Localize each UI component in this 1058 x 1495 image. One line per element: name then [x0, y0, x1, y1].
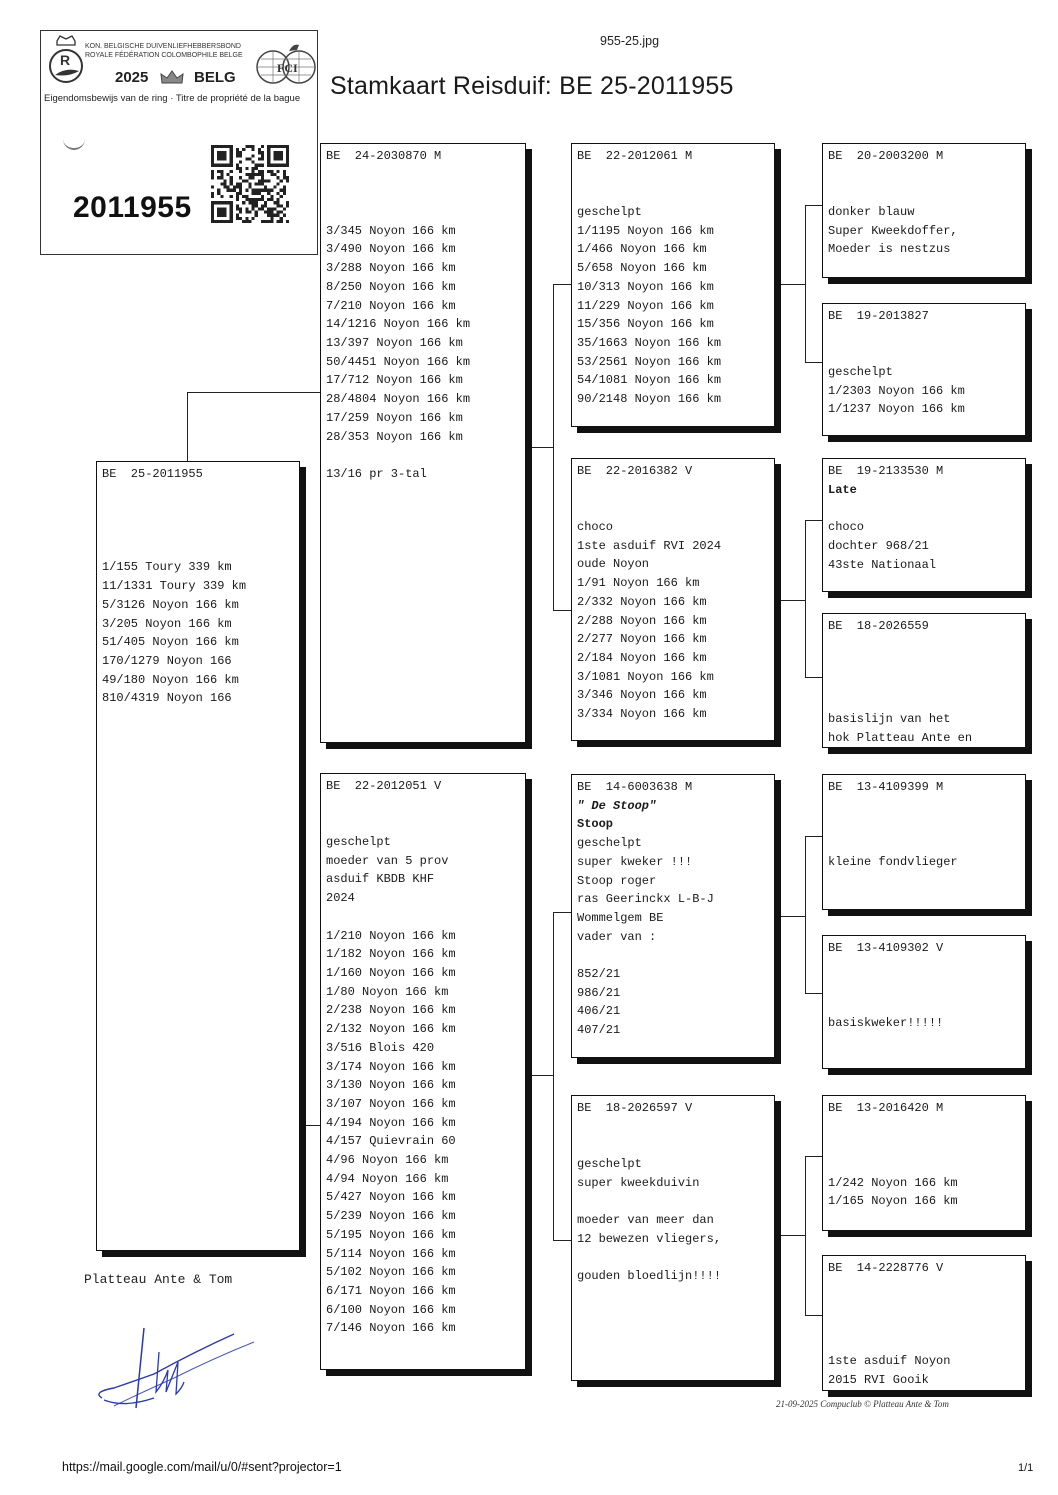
pigeon-info-line [577, 1249, 769, 1268]
ring-number: BE 14-2228776 V [828, 1261, 944, 1275]
pigeon-info-line: 53/2561 Noyon 166 km [577, 354, 722, 369]
pigeon-card-mother-father[interactable] [571, 774, 775, 1058]
connector-line [805, 1315, 822, 1316]
pigeon-info-line [828, 1136, 1020, 1155]
connector-line [805, 836, 806, 994]
connector-line [553, 284, 554, 611]
pigeon-info-line [326, 908, 520, 927]
pigeon-info-line [828, 1296, 1020, 1315]
connector-line [805, 836, 822, 837]
pigeon-name: Stoop [577, 817, 614, 832]
footer-credit: 21-09-2025 Compuclub © Platteau Ante & Tom [776, 1399, 949, 1409]
pigeon-info-line [577, 1136, 769, 1155]
pigeon-info-line: 5/427 Noyon 166 km [326, 1190, 456, 1205]
ring-number: BE 19-2133530 M [828, 464, 944, 478]
pigeon-card-father-father[interactable] [571, 143, 775, 427]
crown-icon [159, 69, 185, 85]
pigeon-card-mfm[interactable] [822, 935, 1026, 1069]
pigeon-info-line: 5/3126 Noyon 166 km [102, 597, 239, 612]
pigeon-info-line: 10/313 Noyon 166 km [577, 279, 714, 294]
pigeon-info-line [102, 484, 294, 503]
pigeon-info-line: 50/4451 Noyon 166 km [326, 354, 471, 369]
pigeon-info-line [828, 1334, 1020, 1353]
pigeon-info-line [828, 344, 1020, 363]
pigeon-info-line [577, 166, 769, 185]
ring-number: BE 22-2012061 M [577, 149, 693, 163]
pigeon-info-line: 2/288 Noyon 166 km [577, 613, 707, 628]
pigeon-info-line: 2/184 Noyon 166 km [577, 651, 707, 665]
connector-line [553, 610, 572, 611]
pigeon-info-line: hok Platteau Ante en [828, 731, 973, 746]
owner-name: Platteau Ante & Tom [84, 1272, 233, 1287]
connector-line [805, 1156, 822, 1157]
pigeon-card-father-mother[interactable] [571, 458, 775, 741]
pigeon-info-line [828, 815, 1020, 834]
pigeon-info-line [577, 946, 769, 965]
ring-number: BE 18-2026559 [828, 619, 929, 633]
pigeon-info-line [577, 1192, 769, 1211]
pigeon-info-line: 2/238 Noyon 166 km [326, 1003, 456, 1018]
ring-number: BE 13-4109302 V [828, 941, 944, 955]
pigeon-info-line: 7/146 Noyon 166 km [326, 1321, 456, 1336]
pigeon-info-line: 28/353 Noyon 166 km [326, 429, 463, 444]
pigeon-info-line: oude Noyon [577, 557, 650, 572]
pigeon-info-line: 3/205 Noyon 166 km [102, 616, 232, 631]
pigeon-info-line [828, 958, 1020, 977]
pigeon-info-line [326, 796, 520, 815]
pigeon-info-line: Wommelgem BE [577, 910, 664, 925]
pigeon-info-line: 2/332 Noyon 166 km [577, 594, 707, 609]
pigeon-card-mother[interactable] [320, 773, 526, 1370]
pigeon-info-line: 3/1081 Noyon 166 km [577, 669, 714, 684]
connector-line [805, 205, 806, 363]
pigeon-card-subject[interactable] [96, 461, 300, 1251]
pigeon-info-line [828, 1278, 1020, 1297]
connector-line [805, 520, 822, 521]
pigeon-info-line: 852/21 [577, 967, 621, 982]
pigeon-info-line: donker blauw [828, 205, 915, 220]
pigeon-card-father[interactable] [320, 143, 526, 743]
pigeon-info-line: 3/174 Noyon 166 km [326, 1059, 456, 1074]
pigeon-info-line [828, 1118, 1020, 1137]
pigeon-info-line [326, 184, 520, 203]
pigeon-info-line: 15/356 Noyon 166 km [577, 317, 714, 332]
pigeon-info-line: moeder van meer dan [577, 1213, 714, 1228]
pigeon-info-line: 986/21 [577, 985, 621, 1000]
pigeon-info-line: 49/180 Noyon 166 km [102, 672, 239, 687]
file-name: 955-25.jpg [600, 34, 660, 48]
connector-line [532, 447, 554, 448]
pigeon-info-line: 4/194 Noyon 166 km [326, 1115, 456, 1130]
pigeon-info-line: 13/397 Noyon 166 km [326, 335, 463, 350]
pigeon-info-line: 8/250 Noyon 166 km [326, 279, 456, 294]
pigeon-info-line: moeder van 5 prov [326, 853, 449, 868]
ownership-text: Eigendomsbewijs van de ring · Titre de propriété de la bague [44, 93, 301, 104]
ring-year: 2025 [115, 69, 149, 86]
pigeon-info-line: 35/1663 Noyon 166 km [577, 336, 722, 350]
pigeon-info-line [828, 1315, 1020, 1334]
pigeon-info-line: 3/516 Blois 420 [326, 1040, 435, 1055]
ring-number: BE 20-2003200 M [828, 149, 944, 163]
page-title: Stamkaart Reisduif: BE 25-2011955 [330, 72, 734, 100]
pigeon-info-line: 1/165 Noyon 166 km [828, 1194, 958, 1209]
pigeon-info-line: 1/1195 Noyon 166 km [577, 223, 714, 238]
pigeon-info-line [577, 1118, 769, 1137]
connector-line [805, 677, 822, 678]
pigeon-info-line [326, 446, 520, 465]
pigeon-info-line: 3/345 Noyon 166 km [326, 223, 456, 238]
pigeon-info-line: 1ste asduif Noyon [828, 1354, 951, 1369]
connector-line [805, 520, 806, 678]
connector-line [780, 284, 806, 285]
pigeon-info-line: 406/21 [577, 1004, 621, 1019]
pigeon-info-line: 5/239 Noyon 166 km [326, 1209, 456, 1224]
pigeon-info-line: 2/132 Noyon 166 km [326, 1022, 456, 1037]
pigeon-card-fff[interactable] [822, 143, 1026, 278]
connector-line [805, 1156, 806, 1316]
pigeon-info-line: 11/229 Noyon 166 km [577, 298, 714, 313]
ring-number: BE 13-4109399 M [828, 780, 944, 794]
ring-number: 2011955 [73, 191, 192, 224]
pigeon-info-line: 7/210 Noyon 166 km [326, 298, 456, 313]
connector-line [805, 993, 822, 994]
svg-text:R: R [60, 52, 71, 68]
pigeon-info-line: 17/712 Noyon 166 km [326, 373, 463, 388]
pigeon-info-line [326, 166, 520, 185]
pigeon-card-mmm[interactable] [822, 1255, 1026, 1391]
pigeon-info-line: 3/346 Noyon 166 km [577, 688, 707, 703]
ring-number: BE 13-2016420 M [828, 1101, 944, 1115]
pigeon-info-line: 54/1081 Noyon 166 km [577, 373, 722, 388]
pigeon-info-line: kleine fondvlieger [828, 854, 958, 869]
pigeon-info-line: 2015 RVI Gooik [828, 1373, 929, 1388]
pigeon-info-line: 14/1216 Noyon 166 km [326, 317, 471, 332]
pigeon-info-line: 1/2303 Noyon 166 km [828, 383, 965, 398]
pigeon-info-line: geschelpt [828, 365, 893, 380]
pigeon-info-line: 6/100 Noyon 166 km [326, 1302, 456, 1317]
ring-number: BE 22-2016382 V [577, 464, 693, 478]
pigeon-info-line: choco [577, 520, 614, 535]
pigeon-info-line: Super Kweekdoffer, [828, 223, 958, 238]
connector-line [805, 205, 822, 206]
pigeon-info-line: 2/277 Noyon 166 km [577, 632, 707, 647]
pigeon-info-line: 1/210 Noyon 166 km [326, 928, 456, 943]
pigeon-card-mff[interactable] [822, 774, 1026, 910]
pigeon-info-line: 4/157 Quievrain 60 [326, 1134, 456, 1149]
pigeon-info-line: 3/334 Noyon 166 km [577, 707, 707, 722]
pigeon-info-line: 3/490 Noyon 166 km [326, 242, 456, 257]
kbdb-logo-icon [47, 35, 85, 87]
pigeon-info-line: 1/91 Noyon 166 km [577, 576, 700, 591]
pigeon-info-line: 12 bewezen vliegers, [577, 1231, 722, 1246]
pigeon-info-line [828, 184, 1020, 203]
pigeon-info-line: basislijn van het [828, 712, 951, 727]
pigeon-nickname: " De Stoop" [577, 798, 657, 813]
pigeon-info-line: 1/182 Noyon 166 km [326, 947, 456, 962]
pigeon-info-line [828, 976, 1020, 995]
pigeon-info-line: gouden bloedlijn!!!! [577, 1269, 722, 1284]
connector-line [187, 392, 321, 393]
ring-number: BE 19-2013827 [828, 309, 929, 323]
pigeon-name: Late [828, 482, 857, 497]
pigeon-card-mother-mother[interactable] [571, 1095, 775, 1381]
pigeon-card-fmf[interactable] [822, 458, 1026, 592]
ring-number: BE 14-6003638 M [577, 780, 693, 794]
connector-line [553, 912, 554, 1241]
page-url[interactable]: https://mail.google.com/mail/u/0/#sent?projector=1 [62, 1460, 342, 1474]
pigeon-info-line: geschelpt [326, 835, 391, 850]
pigeon-info-line: Stoop roger [577, 873, 657, 888]
pigeon-info-line [326, 203, 520, 222]
pigeon-info-line: 1/155 Toury 339 km [102, 560, 232, 575]
connector-line [187, 392, 188, 462]
connector-line [805, 362, 822, 363]
pigeon-info-line: vader van : [577, 929, 657, 944]
ring-country: BELG [194, 69, 236, 86]
pigeon-info-line: 3/130 Noyon 166 km [326, 1078, 456, 1093]
signature-image [84, 1312, 264, 1412]
pigeon-info-line [577, 184, 769, 203]
fci-globe-logo-icon [255, 41, 317, 85]
pigeon-info-line: 407/21 [577, 1023, 621, 1038]
pigeon-info-line: 4/96 Noyon 166 km [326, 1153, 449, 1168]
connector-line [553, 912, 572, 913]
org-name-french: ROYALE FÉDÉRATION COLOMBOPHILE BELGE [85, 52, 243, 59]
pigeon-info-line [828, 834, 1020, 853]
pigeon-info-line: 1/466 Noyon 166 km [577, 242, 707, 257]
pigeon-info-line [326, 814, 520, 833]
pigeon-info-line [828, 692, 1020, 711]
pigeon-info-line: Moeder is nestzus [828, 242, 951, 257]
pigeon-info-line [577, 481, 769, 500]
svg-text:FCI: FCI [277, 61, 298, 75]
pigeon-info-line: 1/242 Noyon 166 km [828, 1175, 958, 1190]
pigeon-info-line: 11/1331 Toury 339 km [102, 579, 247, 594]
ring-number: BE 25-2011955 [102, 467, 203, 481]
connector-line [780, 600, 806, 601]
pigeon-info-line: 90/2148 Noyon 166 km [577, 392, 722, 407]
qr-code-icon [211, 145, 289, 223]
pigeon-info-line [828, 673, 1020, 692]
pigeon-info-line [102, 540, 294, 559]
pigeon-info-line [828, 166, 1020, 185]
pigeon-info-line: 28/4804 Noyon 166 km [326, 392, 471, 407]
pigeon-info-line: geschelpt [577, 205, 642, 220]
pigeon-info-line: super kweekduivin [577, 1175, 700, 1190]
connector-line [780, 1235, 806, 1236]
pigeon-info-line [828, 499, 1020, 518]
pigeon-info-line: 2024 [326, 891, 355, 906]
pigeon-info-line: 170/1279 Noyon 166 [102, 653, 232, 668]
pigeon-info-line: 5/195 Noyon 166 km [326, 1227, 456, 1242]
pigeon-info-line [828, 326, 1020, 345]
pigeon-info-line: asduif KBDB KHF [326, 872, 435, 887]
punch-hole-mark [63, 136, 85, 150]
pigeon-info-line: 5/114 Noyon 166 km [326, 1246, 456, 1261]
pigeon-card-fmm[interactable] [822, 613, 1026, 748]
pigeon-info-line [828, 797, 1020, 816]
pigeon-info-line [828, 654, 1020, 673]
pigeon-info-line: 43ste Nationaal [828, 557, 937, 572]
pigeon-info-line: choco [828, 520, 865, 535]
pigeon-info-line: geschelpt [577, 1157, 642, 1172]
pigeon-info-line: 5/102 Noyon 166 km [326, 1265, 456, 1280]
pigeon-info-line: 810/4319 Noyon 166 [102, 691, 232, 706]
pigeon-info-line: dochter 968/21 [828, 538, 929, 553]
pigeon-info-line: 3/107 Noyon 166 km [326, 1096, 456, 1111]
page-number: 1/1 [1018, 1462, 1034, 1474]
ring-ownership-card [40, 30, 318, 255]
pigeon-info-line: super kweker !!! [577, 854, 693, 869]
pigeon-info-line [102, 521, 294, 540]
org-name-dutch: KON. BELGISCHE DUIVENLIEFHEBBERSBOND [85, 43, 241, 50]
pigeon-info-line [828, 995, 1020, 1014]
ring-number: BE 24-2030870 M [326, 149, 442, 163]
connector-line [780, 916, 806, 917]
pigeon-info-line: 1/1237 Noyon 166 km [828, 402, 965, 417]
pigeon-info-line: 17/259 Noyon 166 km [326, 410, 463, 425]
pigeon-info-line: 6/171 Noyon 166 km [326, 1283, 456, 1298]
pigeon-card-mmf[interactable] [822, 1095, 1026, 1231]
pigeon-info-line: 3/288 Noyon 166 km [326, 261, 456, 276]
connector-line [553, 1240, 572, 1241]
pigeon-info-line [828, 636, 1020, 655]
pigeon-info-line: 13/16 pr 3-tal [326, 466, 427, 481]
pigeon-info-line: ras Geerinckx L-B-J [577, 892, 714, 907]
pigeon-info-line: 5/658 Noyon 166 km [577, 261, 707, 276]
pigeon-info-line: 1/160 Noyon 166 km [326, 965, 456, 980]
ring-number: BE 18-2026597 V [577, 1101, 693, 1115]
pigeon-info-line: 1ste asduif RVI 2024 [577, 538, 722, 553]
pigeon-info-line [828, 1155, 1020, 1174]
ring-number: BE 22-2012051 V [326, 779, 442, 793]
pigeon-info-line: 51/405 Noyon 166 km [102, 635, 239, 650]
pigeon-info-line [577, 499, 769, 518]
pigeon-info-line: geschelpt [577, 836, 642, 851]
pigeon-info-line [102, 502, 294, 521]
pigeon-info-line: 4/94 Noyon 166 km [326, 1171, 449, 1186]
pigeon-card-ffm[interactable] [822, 303, 1026, 436]
connector-line [532, 1075, 554, 1076]
pigeon-info-line: basiskweker!!!!! [828, 1015, 944, 1030]
pigeon-info-line: 1/80 Noyon 166 km [326, 984, 449, 999]
connector-line [553, 284, 572, 285]
